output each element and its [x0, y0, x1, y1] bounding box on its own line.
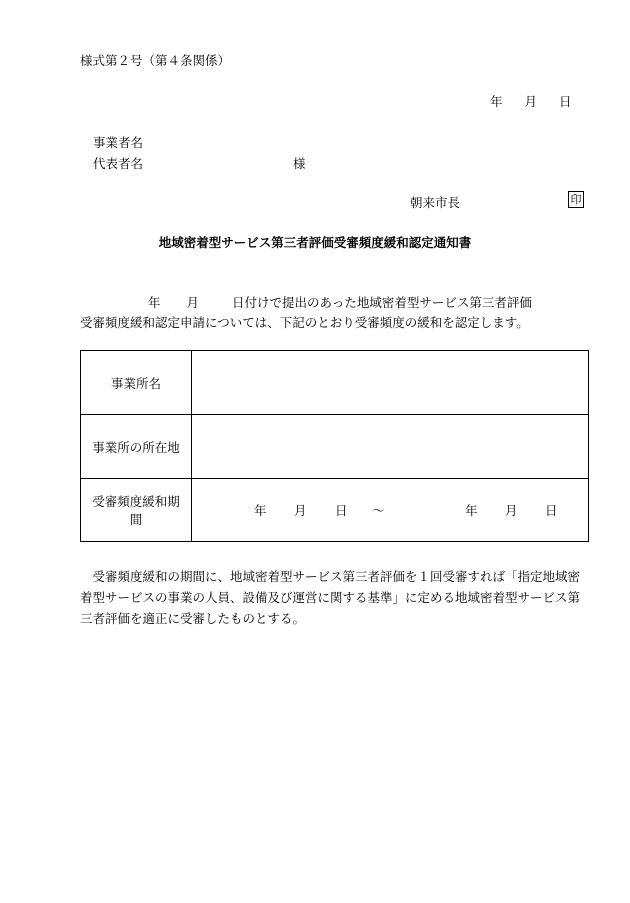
period-end-year: 年: [465, 503, 478, 518]
office-name-value: [192, 351, 589, 415]
period-start-day: 日: [335, 503, 348, 518]
document-title: 地域密着型サービス第三者評価受審頻度緩和認定通知書: [158, 235, 472, 250]
office-address-value: [192, 415, 589, 479]
table-row: [81, 479, 589, 542]
issue-date: [490, 92, 572, 110]
date-year: 年: [490, 94, 503, 109]
period-tilde: ～: [372, 503, 385, 518]
body-year: 年: [148, 295, 161, 310]
office-name-label: 事業所名: [81, 351, 192, 415]
table-row: [81, 351, 589, 415]
form-number: 様式第２号（第４条関係）: [80, 53, 231, 68]
body-line-1: [148, 293, 532, 311]
table-row: [81, 415, 589, 479]
issuer-title: 朝来市長: [410, 195, 461, 210]
period-start-month: 月: [294, 503, 307, 518]
relaxation-period-label-line-1: 受審頻度緩和期: [92, 494, 180, 509]
seal-mark: 印: [568, 191, 584, 208]
date-month: 月: [524, 94, 538, 109]
date-day: 日: [559, 94, 572, 109]
business-name-label: 事業者名: [93, 135, 144, 150]
relaxation-period-label-line-2: 間: [129, 512, 143, 527]
period-end-day: 日: [545, 503, 558, 518]
relaxation-period-label: [81, 479, 192, 542]
body-line-2: 受審頻度緩和認定申請については、下記のとおり受審頻度の緩和を認定します。: [80, 315, 529, 330]
office-address-label: 事業所の所在地: [81, 415, 192, 479]
body-line-1-text: 日付けで提出のあった地域密着型サービス第三者評価: [232, 295, 532, 310]
details-table: [80, 350, 589, 542]
note-text: 受審頻度緩和の期間に、地域密着型サービス第三者評価を１回受審すれば「指定地域密着型サービスの事業の人員、設備及び運営に関する基準」に定める地域密着型サービス第三者評価を適正に受審したものとする。: [80, 569, 581, 626]
note-paragraph: [80, 566, 590, 629]
body-month: 月: [186, 295, 200, 310]
honorific: 様: [293, 156, 306, 171]
representative-label: 代表者名: [93, 156, 144, 171]
period-end-month: 月: [505, 503, 518, 518]
period-start-year: 年: [254, 503, 267, 518]
relaxation-period-value: [192, 479, 589, 542]
